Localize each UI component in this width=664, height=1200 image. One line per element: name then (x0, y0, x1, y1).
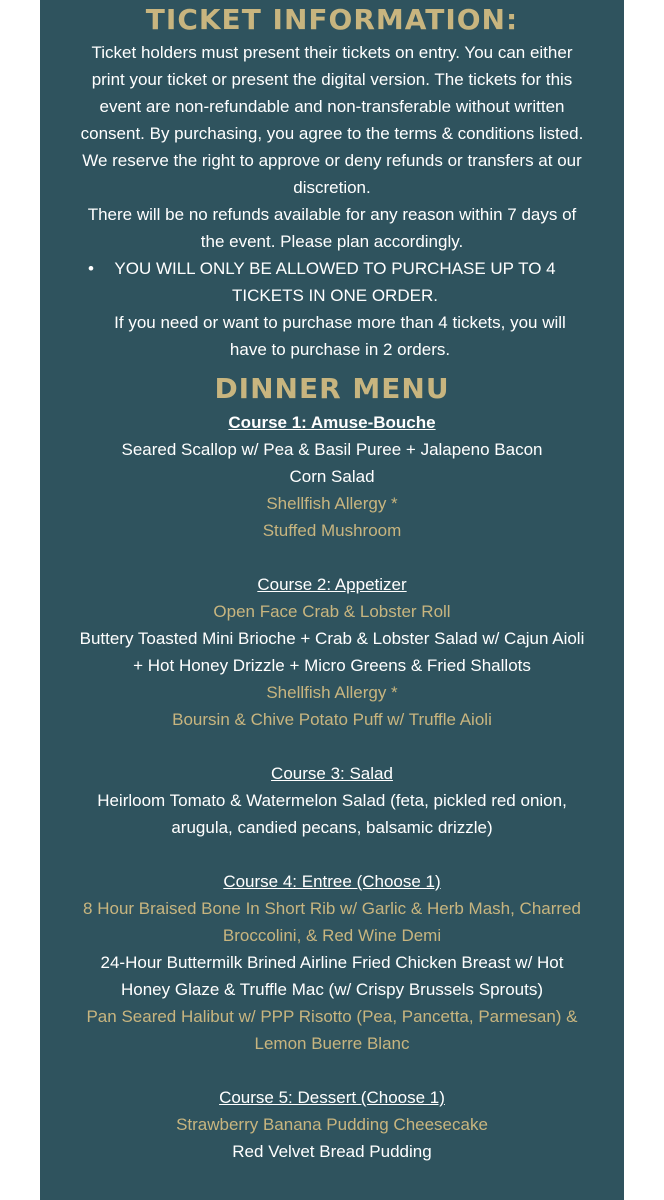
course-4-item-3: Pan Seared Halibut w/ PPP Risotto (Pea, Pancetta, Parmesan) & Lemon Buerre Blanc (86, 1007, 578, 1053)
course-3-item-1: Heirloom Tomato & Watermelon Salad (feta, pickled red onion, arugula, candied pecans, balsamic drizzle) (97, 791, 567, 837)
course-1-allergy-note: Shellfish Allergy * (266, 494, 398, 513)
course-5 (40, 1084, 624, 1165)
course-3 (40, 760, 624, 841)
course-2-item-1-name: Open Face Crab & Lobster Roll (213, 602, 451, 621)
ticket-limit-note: If you need or want to purchase more than 4 tickets, you will have to purchase in 2 orders. (114, 313, 566, 359)
course-2-item-1-description: Buttery Toasted Mini Brioche + Crab & Lobster Salad w/ Cajun Aioli + Hot Honey Drizzle + Micro Greens & Fried Shallots (79, 629, 585, 675)
course-1-title: Course 1: Amuse-Bouche (228, 413, 436, 432)
bullet-icon: • (88, 259, 94, 278)
course-1-item-2: Stuffed Mushroom (262, 521, 402, 540)
course-1 (40, 409, 624, 544)
course-2 (40, 571, 624, 733)
dinner-menu-heading: DINNER MENU (214, 372, 450, 405)
refund-policy-paragraph: There will be no refunds available for any reason within 7 days of the event. Please plan accordingly. (87, 205, 577, 251)
course-4-item-1: 8 Hour Braised Bone In Short Rib w/ Garlic & Herb Mash, Charred Broccolini, & Red Wine Demi (83, 899, 581, 945)
spacer (40, 1057, 624, 1084)
ticket-limit-list (40, 255, 624, 309)
course-4-title: Course 4: Entree (Choose 1) (223, 872, 441, 891)
course-3-title: Course 3: Salad (271, 764, 393, 783)
course-2-item-2: Boursin & Chive Potato Puff w/ Truffle Aioli (172, 710, 492, 729)
course-4-item-2: 24-Hour Buttermilk Brined Airline Fried Chicken Breast w/ Hot Honey Glaze & Truffle Mac (w/ Crispy Brussels Sprouts) (100, 953, 564, 999)
course-5-item-2: Red Velvet Bread Pudding (232, 1142, 432, 1161)
ticket-info-heading: TICKET INFORMATION: (145, 3, 519, 36)
event-info-panel (40, 0, 624, 1200)
spacer (40, 544, 624, 571)
course-5-item-1: Strawberry Banana Pudding Cheesecake (176, 1115, 488, 1134)
course-1-item-1: Seared Scallop w/ Pea & Basil Puree + Jalapeno Bacon Corn Salad (121, 440, 543, 486)
spacer (40, 841, 624, 868)
list-item (40, 255, 624, 309)
spacer (40, 733, 624, 760)
course-2-allergy-note: Shellfish Allergy * (266, 683, 398, 702)
course-4 (40, 868, 624, 1057)
course-5-title: Course 5: Dessert (Choose 1) (219, 1088, 445, 1107)
course-2-title: Course 2: Appetizer (257, 575, 407, 594)
ticket-policy-paragraph: Ticket holders must present their tickets on entry. You can either print your ticket or present the digital version. The tickets for this event are non-refundable and non-transferable without written consent. By purchasing, you agree to the terms & conditions listed. We reserve the right to approve or deny refunds or transfers at our discretion. (80, 43, 584, 197)
ticket-limit-text: YOU WILL ONLY BE ALLOWED TO PURCHASE UP TO 4 TICKETS IN ONE ORDER. (114, 259, 556, 305)
